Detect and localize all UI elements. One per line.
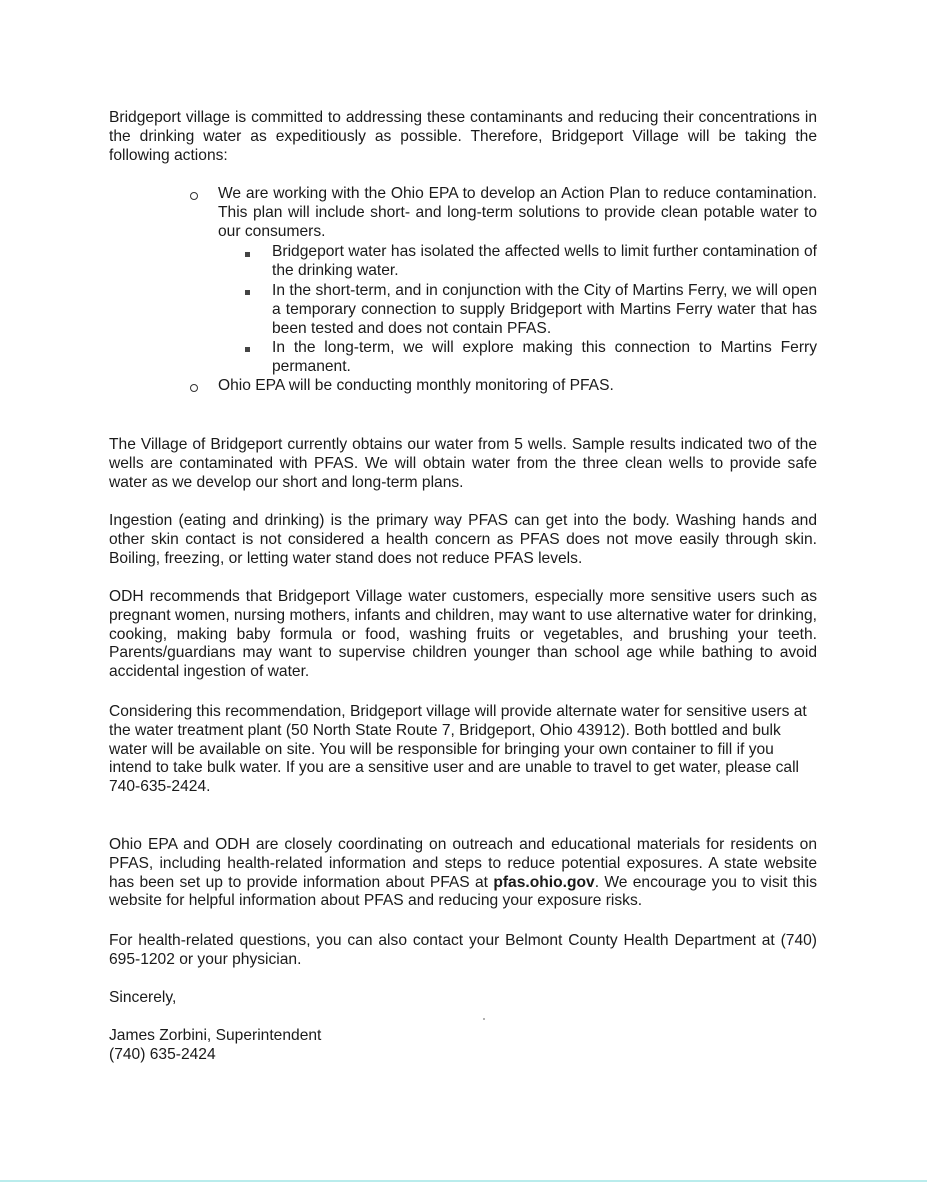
- outreach-paragraph: [109, 836, 817, 911]
- signatory-phone: (740) 635-2424: [109, 1046, 216, 1063]
- sub-action-item: In the short-term, and in conjunction with the City of Martins Ferry, we will open a temporary connection to supply Bridgeport with Martins Ferry water that has been tested and does not contain PFAS.: [272, 282, 817, 337]
- salutation: Sincerely,: [109, 989, 177, 1006]
- outreach-text: Ohio EPA and ODH are closely coordinating on outreach and educational materials for residents on PFAS, including health-related information and steps to reduce potential exposures. A state website has been set up to provide information about PFAS at: [109, 836, 817, 891]
- circle-bullet-icon: [190, 192, 198, 200]
- intro-paragraph: Bridgeport village is committed to addressing these contaminants and reducing their concentrations in the drinking water as expeditiously as possible. Therefore, Bridgeport Village will be taking the following actions:: [109, 109, 817, 164]
- health-contact-paragraph: For health-related questions, you can also contact your Belmont County Health Department at (740) 695-1202 or your physician.: [109, 932, 817, 968]
- square-bullet-icon: [245, 290, 250, 295]
- sub-action-item: In the long-term, we will explore making this connection to Martins Ferry permanent.: [272, 339, 817, 375]
- state-website-link[interactable]: pfas.ohio.gov: [493, 873, 595, 891]
- outreach-text: . We encourage you to visit this website for helpful information about PFAS and reducing your exposure risks.: [109, 873, 817, 910]
- circle-bullet-icon: [190, 384, 198, 392]
- wells-paragraph: The Village of Bridgeport currently obtains our water from 5 wells. Sample results indicated two of the wells are contaminated with PFAS. We will obtain water from the three clean wells to provide safe water as we develop our short and long-term plans.: [109, 436, 817, 491]
- signatory-name: James Zorbini, Superintendent: [109, 1027, 322, 1044]
- action-item: We are working with the Ohio EPA to develop an Action Plan to reduce contamination. This plan will include short- and long-term solutions to provide clean potable water to our consumers.: [218, 185, 817, 240]
- scan-speck: [483, 1018, 485, 1020]
- sub-action-item: Bridgeport water has isolated the affected wells to limit further contamination of the drinking water.: [272, 243, 817, 279]
- odh-recommendation-paragraph: ODH recommends that Bridgeport Village water customers, especially more sensitive users such as pregnant women, nursing mothers, infants and children, may want to use alternative water for drinking, cooking, making baby formula or food, washing fruits or vegetables, and brushing your teeth. Parents/guardians may want to supervise children younger than school age while bathing to avoid accidental ingestion of water.: [109, 588, 817, 681]
- ingestion-paragraph: Ingestion (eating and drinking) is the primary way PFAS can get into the body. Washing hands and other skin contact is not considered a health concern as PFAS does not move easily through skin. Boiling, freezing, or letting water stand does not reduce PFAS levels.: [109, 512, 817, 567]
- bottom-edge-line: [0, 1180, 927, 1182]
- square-bullet-icon: [245, 347, 250, 352]
- alternate-water-paragraph: Considering this recommendation, Bridgeport village will provide alternate water for sensitive users at the water treatment plant (50 North State Route 7, Bridgeport, Ohio 43912). Both bottled and bulk water will be available on site. You will be responsible for bringing your own container to fill if you intend to take bulk water. If you are a sensitive user and are unable to travel to get water, please call 740-635-2424.: [109, 703, 807, 796]
- square-bullet-icon: [245, 252, 250, 257]
- action-item: Ohio EPA will be conducting monthly monitoring of PFAS.: [218, 377, 614, 394]
